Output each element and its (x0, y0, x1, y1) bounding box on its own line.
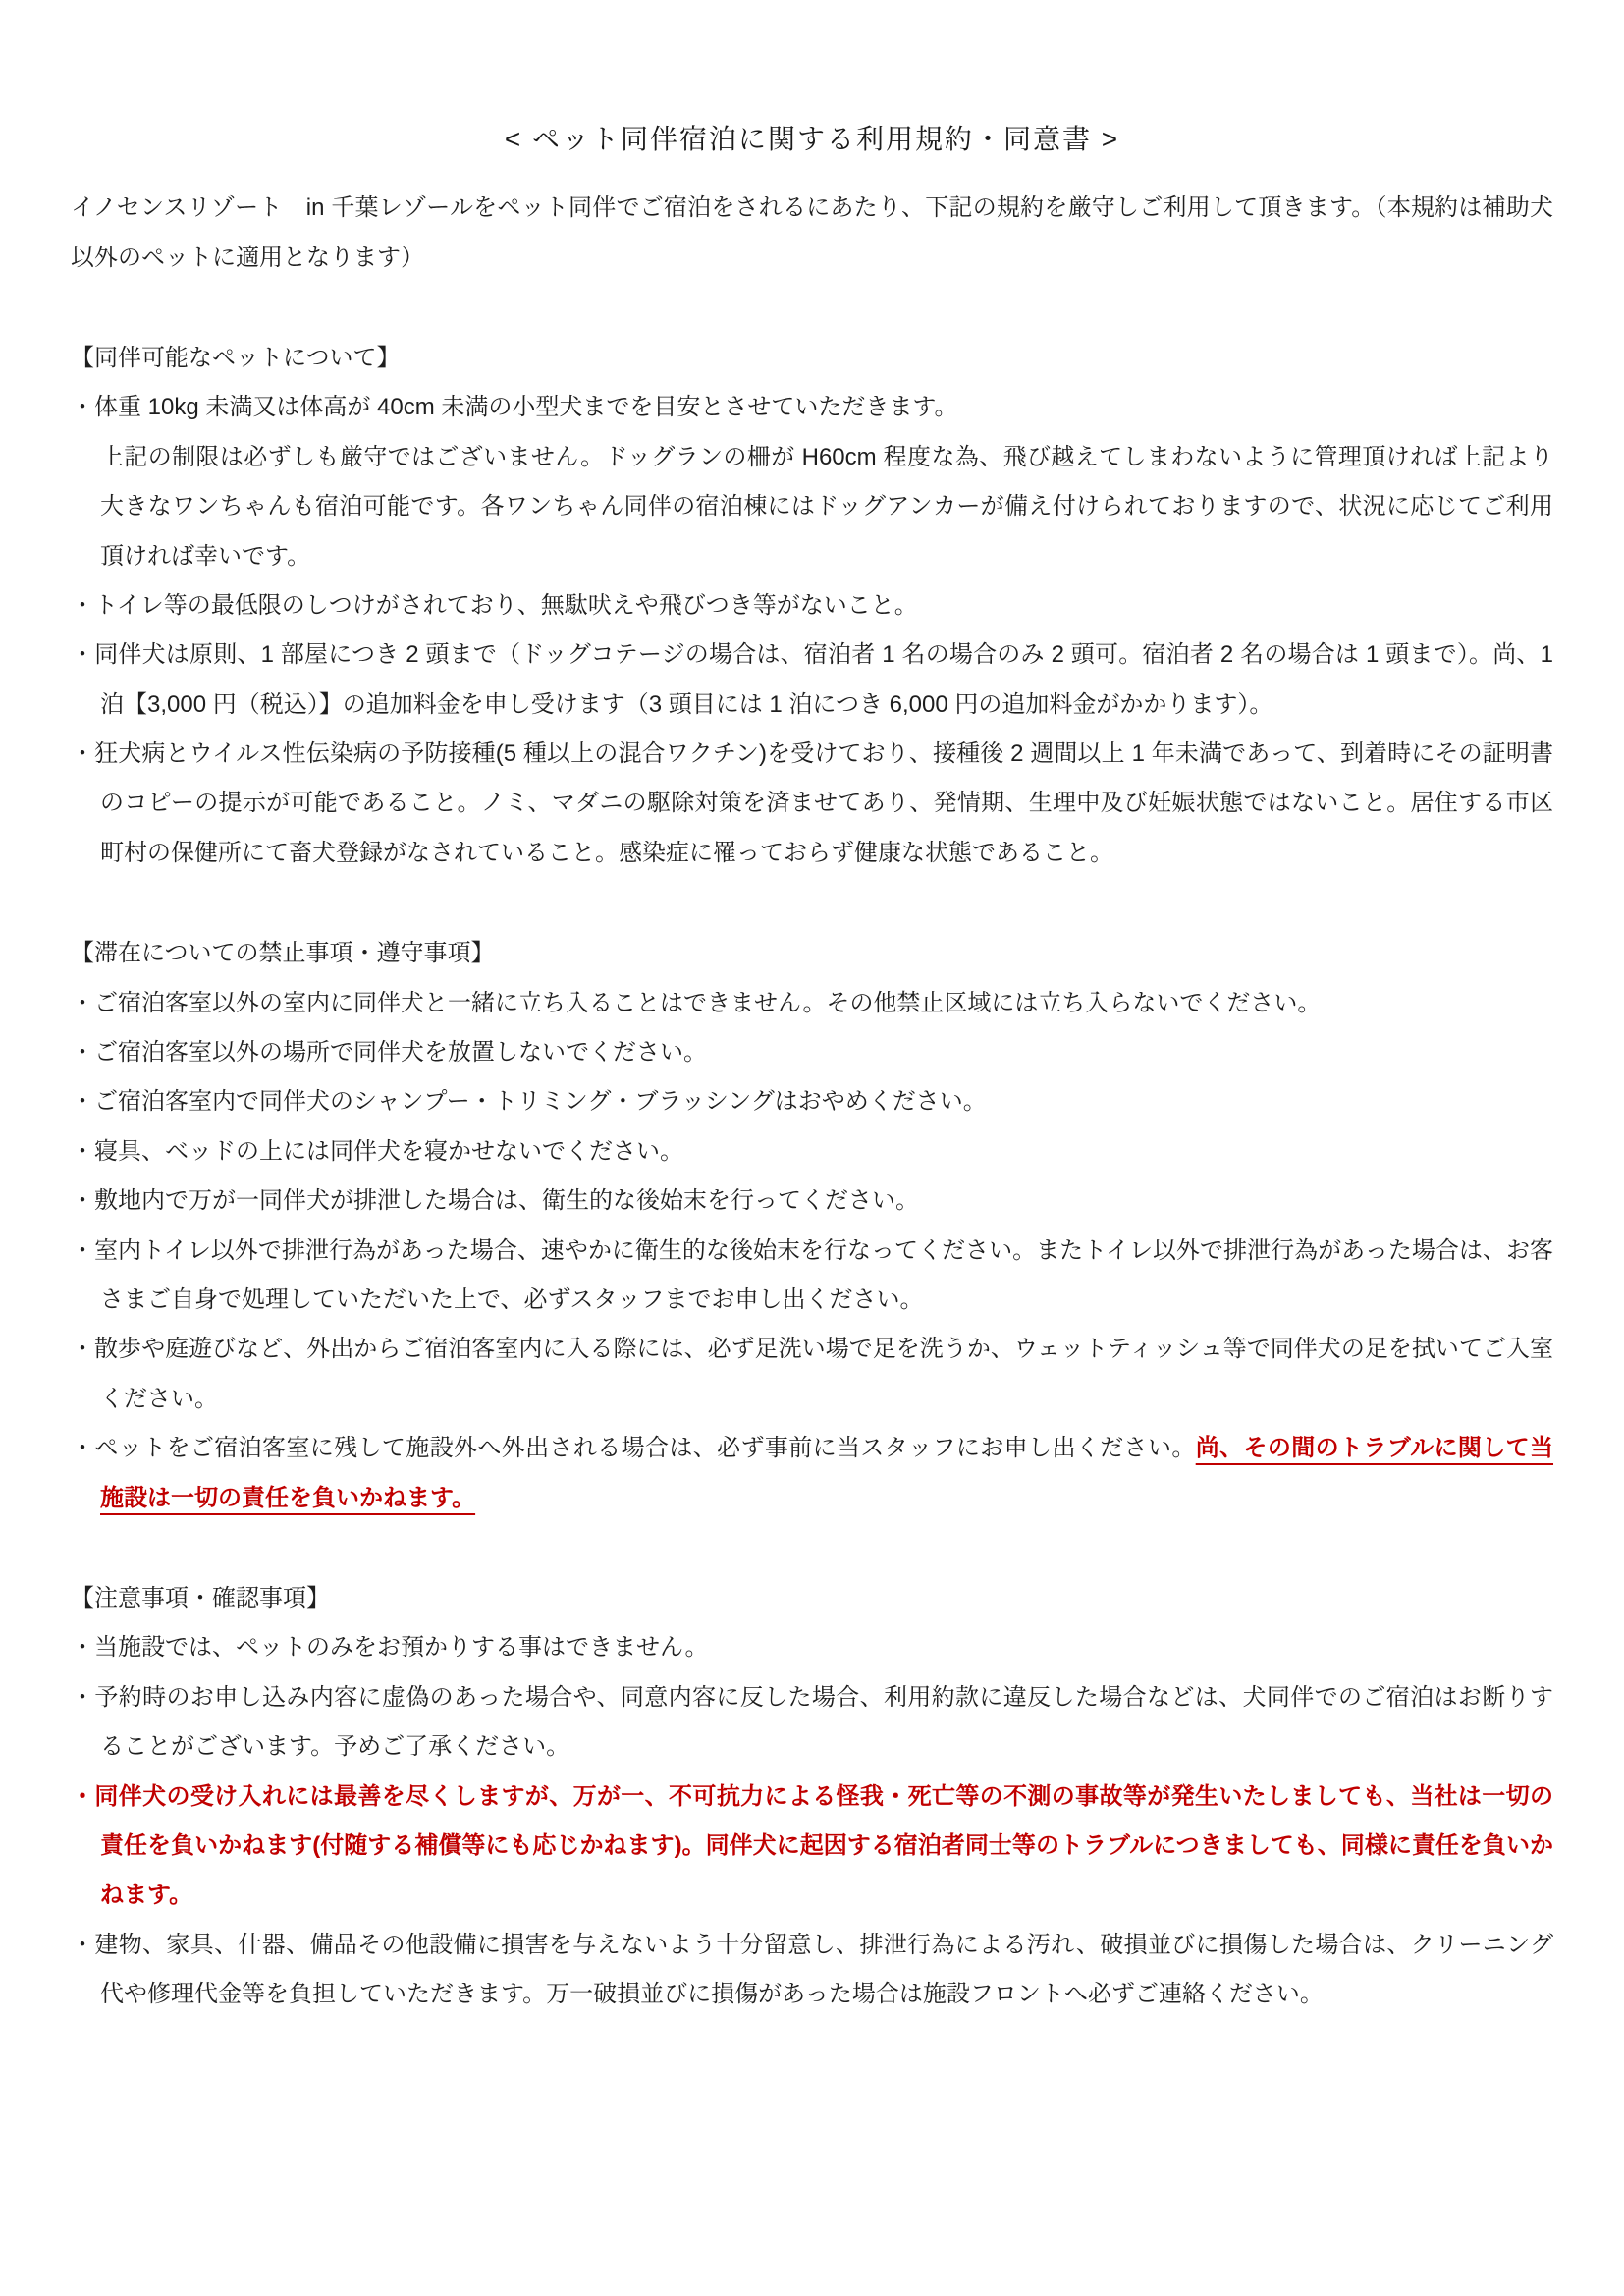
page-title: < ペット同伴宿泊に関する利用規約・同意書 > (504, 124, 1120, 154)
bullet-marker: ・ (71, 740, 95, 768)
section-3 (71, 1574, 1553, 2020)
bullet-item (71, 1773, 1553, 1921)
text-segment: ご宿泊客室内で同伴犬のシャンプー・トリミング・ブラッシングはおやめください。 (94, 1088, 987, 1116)
text-segment: 建物、家具、什器、備品その他設備に損害を与えないよう十分留意し、排泄行為による汚れ、破損並びに損傷した場合は、クリーニング代や修理代金等を負担していただきます。万一破損並びに損傷があった場合は施設フロントへ必ずご連絡ください。 (94, 1931, 1554, 2008)
bullet-marker: ・ (71, 1039, 94, 1066)
bullet-item (71, 630, 1553, 730)
section-1 (71, 334, 1553, 878)
text-segment: 予約時のお申し込み内容に虚偽のあった場合や、同意内容に反した場合、利用約款に違反した場合などは、犬同伴でのご宿泊はお断りすることがございます。予めご了承ください。 (94, 1683, 1553, 1761)
bullet-item (71, 1028, 1553, 1077)
bullet-marker: ・ (71, 1683, 95, 1711)
bullet-item (71, 1127, 1553, 1176)
bullet-item (71, 581, 1553, 630)
bullet-marker: ・ (71, 1336, 95, 1363)
bullet-item (71, 979, 1553, 1028)
bullet-item (71, 730, 1553, 878)
text-segment: ご宿泊客室以外の場所で同伴犬を放置しないでください。 (94, 1039, 707, 1066)
bullet-marker: ・ (71, 641, 95, 669)
bullet-item (71, 1227, 1553, 1326)
bullet-item (71, 383, 1553, 432)
text-segment: 狂犬病とウイルス性伝染病の予防接種(5 種以上の混合ワクチン)を受けており、接種後 2 週間以上 1 年未満であって、到着時にその証明書のコピーの提示が可能であること。ノミ、マダニの駆除対策を済ませてあり、発情期、生理中及び妊娠状態ではないこと。居住する市区町村の保健所にて畜犬登録がなされていること。感染症に罹っておらず健康な状態であること。 (94, 740, 1553, 866)
bullet-marker: ・ (71, 1137, 94, 1165)
text-segment: ペットをご宿泊客室に残して施設外へ外出される場合は、必ず事前に当スタッフにお申し出ください。 (94, 1435, 1196, 1462)
text-segment: 敷地内で万が一同伴犬が排泄した場合は、衛生的な後始末を行ってください。 (94, 1187, 919, 1215)
text-segment: 尚、その間のトラブルに関して当施設は一切の責任を負いかねます。 (100, 1435, 1554, 1511)
bullet-item (71, 1673, 1553, 1773)
text-segment: 散歩や庭遊びなど、外出からご宿泊客室内に入る際には、必ず足洗い場で足を洗うか、ウェットティッシュ等で同伴犬の足を拭いてご入室ください。 (94, 1336, 1554, 1412)
section-heading: 【注意事項・確認事項】 (71, 1584, 330, 1612)
bullet-marker: ・ (71, 1236, 95, 1264)
bullet-marker: ・ (71, 1782, 95, 1810)
text-segment: 同伴犬の受け入れには最善を尽くしますが、万が一、不可抗力による怪我・死亡等の不測の事故等が発生いたしましても、当社は一切の責任を負いかねます(付随する補償等にも応じかねます)。同伴犬に起因する宿泊者同士等のトラブルにつきましても、同様に責任を負いかねます。 (94, 1782, 1554, 1909)
bullet-item (71, 1176, 1553, 1226)
bullet-marker: ・ (71, 1088, 94, 1116)
bullet-item (71, 1325, 1553, 1424)
bullet-item (71, 1921, 1553, 2020)
bullet-item (71, 1077, 1553, 1126)
text-segment: トイレ等の最低限のしつけがされており、無駄吠えや飛びつき等がないこと。 (94, 591, 918, 619)
section-heading: 【滞在についての禁止事項・遵守事項】 (71, 940, 495, 967)
text-segment: 当施設では、ペットのみをお預かりする事はできません。 (94, 1634, 709, 1662)
text-segment: 寝具、ベッドの上には同伴犬を寝かせないでください。 (94, 1137, 683, 1165)
text-segment: 室内トイレ以外で排泄行為があった場合、速やかに衛生的な後始末を行なってください。またトイレ以外で排泄行為があった場合は、お客さまご自身で処理していただいた上で、必ずスタッフまでお申し出ください。 (94, 1236, 1553, 1313)
text-segment: ご宿泊客室以外の室内に同伴犬と一緒に立ち入ることはできません。その他禁止区域には立ち入らないでください。 (94, 989, 1322, 1016)
text-segment: 同伴犬は原則、1 部屋につき 2 頭まで（ドッグコテージの場合は、宿泊者 1 名の場合のみ 2 頭可。宿泊者 2 名の場合は 1 頭まで）。尚、1 泊【3,000 円（税込）】の追加料金を申し受けます（3 頭目には 1 泊につき 6,000 円の追加料金がかかります）。 (94, 641, 1553, 718)
section-2 (71, 929, 1553, 1523)
bullet-continuation: 上記の制限は必ずしも厳守ではございません。ドッグランの柵が H60cm 程度な為、飛び越えてしまわないように管理頂ければ上記より大きなワンちゃんも宿泊可能です。各ワンちゃん同伴の宿泊棟にはドッグアンカーが備え付けられておりますので、状況に応じてご利用頂ければ幸いです。 (100, 443, 1553, 570)
bullet-item (71, 1623, 1553, 1672)
bullet-marker: ・ (71, 394, 94, 421)
bullet-marker: ・ (71, 1435, 95, 1462)
document-sections (71, 334, 1553, 2020)
bullet-item (71, 1424, 1553, 1523)
bullet-marker: ・ (71, 1931, 95, 1958)
bullet-marker: ・ (71, 591, 94, 619)
text-segment: 体重 10kg 未満又は体高が 40cm 未満の小型犬までを目安とさせていただきます。 (94, 394, 958, 421)
bullet-marker: ・ (71, 989, 94, 1016)
section-heading: 【同伴可能なペットについて】 (71, 344, 401, 371)
bullet-marker: ・ (71, 1634, 94, 1662)
intro-paragraph: イノセンスリゾート in 千葉レゾールをペット同伴でご宿泊をされるにあたり、下記の規約を厳守しご利用して頂きます。（本規約は補助犬以外のペットに適用となります） (71, 194, 1553, 271)
bullet-marker: ・ (71, 1187, 94, 1215)
